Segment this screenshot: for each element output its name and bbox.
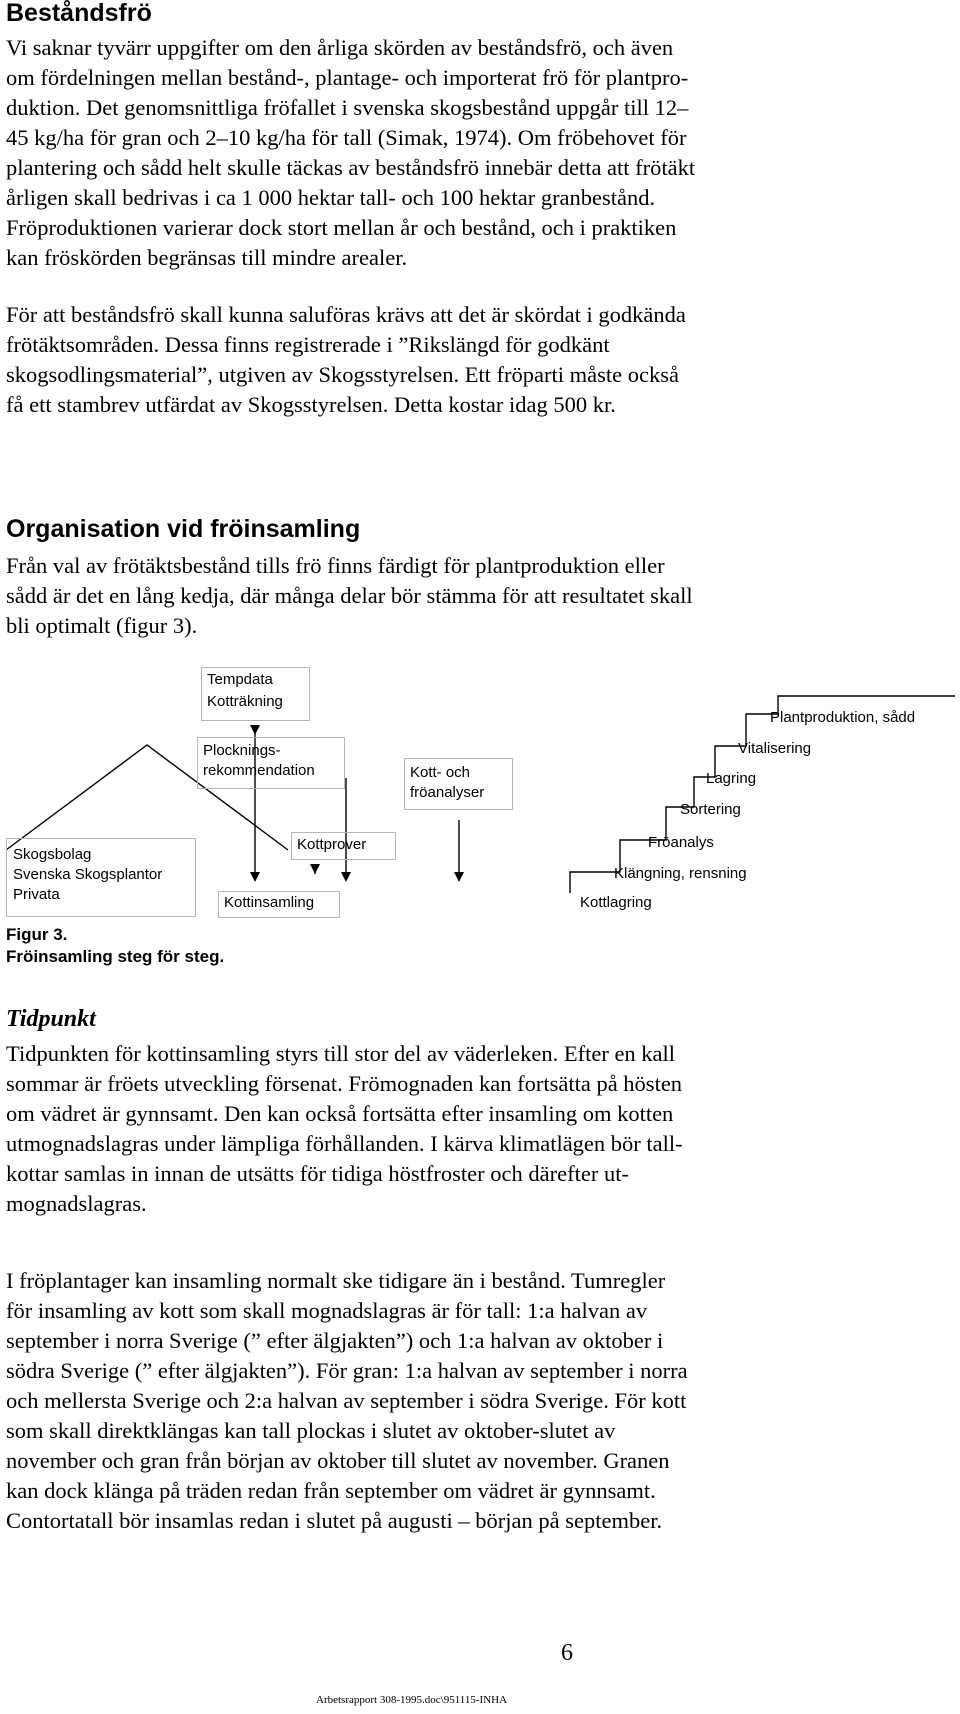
text-line: I fröplantager kan insamling normalt ske tidigare än i bestånd. Tumregler (6, 1268, 666, 1293)
text-line: Tidpunkten för kottinsamling styrs till stor del av väderleken. Efter en kall (6, 1041, 676, 1066)
text-line: sommar är fröets utveckling försenat. Frömognaden kan fortsätta på hösten (6, 1071, 683, 1096)
tempdata-label: Tempdata (207, 671, 273, 688)
tempdata-box (201, 667, 310, 721)
text-line: mognadslagras. (6, 1191, 147, 1216)
kottinsamling-box (218, 891, 340, 918)
text-line: september i norra Sverige (” efter älgjakten”) och 1:a halvan av oktober i (6, 1328, 664, 1353)
stair-vitalisering: Vitalisering (738, 740, 812, 757)
kottprover-box (291, 832, 396, 860)
arrowhead-icon (250, 725, 260, 735)
text-line: kottar samlas in innan de utsätts för tidiga höstfroster och därefter ut- (6, 1161, 629, 1186)
text-line: plantering och sådd helt skulle täckas av beståndsfrö innebär detta att frötäkt (6, 155, 696, 180)
text-line: frötäktsområden. Dessa finns registrerade i ”Rikslängd för godkänt (6, 332, 610, 357)
stair-lagring: Lagring (706, 770, 757, 787)
text-line: som skall direktklängas kan tall plockas i slutet av oktober-slutet av (6, 1418, 616, 1443)
document-footer: Arbetsrapport 308-1995.doc\951115-INHA (316, 1694, 508, 1706)
text-line: bli optimalt (figur 3). (6, 613, 198, 638)
plockning-label-1: Plocknings- (203, 742, 281, 759)
section-heading-organisation: Organisation vid fröinsamling (6, 515, 361, 543)
kottrakning-label: Kotträkning (207, 693, 283, 710)
stair-klangning: Klängning, rensning (614, 865, 747, 882)
org-svenska-skogsplantor: Svenska Skogsplantor (13, 866, 163, 883)
section-heading-tidpunkt: Tidpunkt (6, 1006, 96, 1032)
stair-kottlagring: Kottlagring (580, 894, 652, 911)
figure-caption-number: Figur 3. (6, 925, 68, 944)
text-line: november och gran från början av oktober till slutet av november. Granen (6, 1448, 670, 1473)
text-line: om vädret är gynnsamt. Den kan också fortsätta efter insamling om kotten (6, 1101, 674, 1126)
text-line: sådd är det en lång kedja, där många delar bör stämma för att resultatet skall (6, 583, 693, 608)
arrowhead-icon (454, 872, 464, 882)
text-line: utmognadslagras under lämpliga förhållanden. I kärva klimatlägen bör tall- (6, 1131, 683, 1156)
text-line: 45 kg/ha för gran och 2–10 kg/ha för tall (Simak, 1974). Om fröbehovet för (6, 125, 687, 150)
section-heading-bestandsfro: Beståndsfrö (6, 0, 152, 27)
kottinsamling-label: Kottinsamling (224, 894, 315, 911)
arrowhead-icon (250, 872, 260, 882)
text-line: Contortatall bör insamlas redan i slutet på augusti – början på september. (6, 1508, 663, 1533)
figure-caption-text: Fröinsamling steg för steg. (6, 947, 225, 966)
stair-sortering: Sortering (680, 801, 741, 818)
text-line: och mellersta Sverige och 2:a halvan av september i södra Sverige. För kott (6, 1388, 687, 1413)
text-line: södra Sverige (” efter älgjakten”). För gran: 1:a halvan av september i norra (6, 1358, 688, 1383)
text-line: få ett stambrev utfärdat av Skogsstyrelsen. Detta kostar idag 500 kr. (6, 392, 616, 417)
text-line: Vi saknar tyvärr uppgifter om den årliga skörden av beståndsfrö, och även (6, 35, 674, 60)
text-line: duktion. Det genomsnittliga fröfallet i svenska skogsbestånd uppgår till 12– (6, 95, 689, 120)
text-line: årligen skall bedrivas i ca 1 000 hektar tall- och 100 hektar granbestånd. (6, 185, 656, 210)
text-line: kan dock klänga på träden redan från september om vädret är gynnsamt. (6, 1478, 656, 1503)
kottanalyser-label-2: fröanalyser (410, 784, 485, 801)
organisations-box (6, 838, 196, 917)
text-line: Fröproduktionen varierar dock stort mellan år och bestånd, och i praktiken (6, 215, 677, 240)
stair-froanalys: Fröanalys (648, 834, 714, 851)
text-line: kan fröskörden begränsas till mindre arealer. (6, 245, 408, 270)
text-line: För att beståndsfrö skall kunna saluföras krävs att det är skördat i godkända (6, 302, 686, 327)
text-line: för insamling av kott som skall mognadslagras är för tall: 1:a halvan av (6, 1298, 648, 1323)
arrowhead-icon (310, 864, 320, 874)
text-line: Från val av frötäktsbestånd tills frö finns färdigt för plantproduktion eller (6, 553, 665, 578)
text-line: om fördelningen mellan bestånd-, plantage- och importerat frö för plantpro- (6, 65, 689, 90)
arrowhead-icon (341, 872, 351, 882)
org-skogsbolag: Skogsbolag (13, 846, 92, 863)
plocknings-rekommendation-box (197, 737, 345, 789)
kott-froanalyser-box (404, 758, 513, 810)
page-number: 6 (561, 1640, 573, 1666)
kottprover-label: Kottprover (297, 836, 367, 853)
plockning-label-2: rekommendation (203, 762, 315, 779)
org-privata: Privata (13, 886, 60, 903)
kottanalyser-label-1: Kott- och (410, 764, 471, 781)
text-line: skogsodlingsmaterial”, utgiven av Skogsstyrelsen. Ett fröparti måste också (6, 362, 679, 387)
stair-plantproduktion: Plantproduktion, sådd (770, 709, 916, 726)
